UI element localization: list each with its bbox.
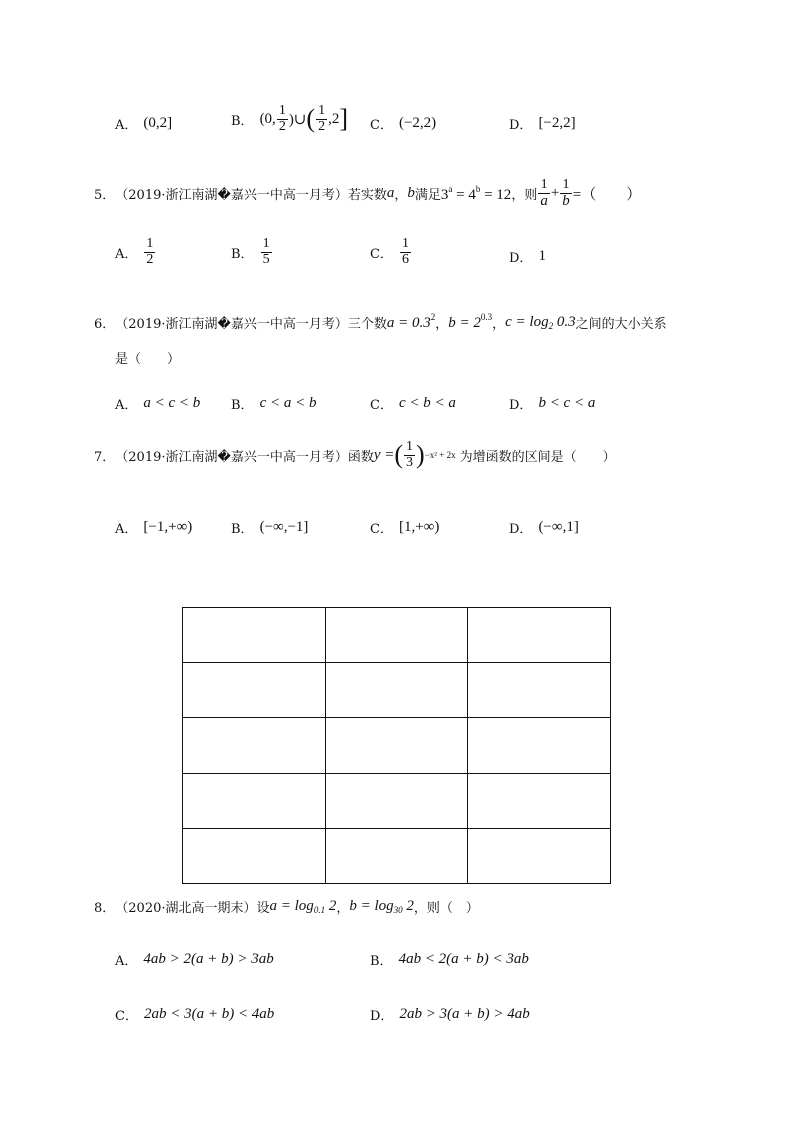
option-expr: 2ab > 3(a + b) > 4ab — [399, 1006, 530, 1022]
option-expr-pre: (0, — [259, 110, 276, 127]
table-cell — [183, 608, 326, 663]
fraction: $\frac{1}{3}$ — [406, 439, 414, 470]
table-cell — [468, 773, 611, 828]
equation: $3^a = 4^b = 12$ — [440, 183, 512, 203]
table-cell — [325, 773, 468, 828]
table-cell — [325, 608, 468, 663]
q5-stem: 5． （2019·浙江南湖�嘉兴一中高一月考） 若实数 a ， b 满足 $3^a = 4^b = 12$ ，则 $\frac{1}{a}$ + $\frac{1}{b}$ =（ ） — [94, 177, 642, 209]
q6-option-a[interactable] — [115, 394, 200, 413]
option-expr: (−2,2) — [398, 115, 437, 131]
table-cell — [468, 663, 611, 718]
q4-option-b[interactable]: B． (0, $\frac{1}{2}$ )∪ ( $\frac{1}{2}$ ,2 ] — [231, 103, 348, 134]
q7-option-c[interactable] — [370, 518, 439, 537]
q6-stem-line2: 是（ ） — [115, 352, 181, 367]
option-label: A． — [115, 118, 138, 133]
option-expr: c < a < b — [259, 395, 317, 411]
question-number: 8． — [94, 901, 116, 916]
option-label: B． — [231, 246, 254, 262]
option-expr: [−1,+∞) — [143, 519, 193, 535]
option-expr: (0,2] — [143, 115, 173, 131]
table-cell — [183, 828, 326, 883]
option-label: C． — [370, 246, 393, 262]
union-symbol: )∪ — [288, 111, 307, 128]
option-label: B． — [231, 113, 254, 129]
table-cell — [183, 773, 326, 828]
table-row — [183, 718, 611, 773]
option-label: A． — [115, 954, 138, 969]
option-expr: c < b < a — [398, 395, 456, 411]
option-label: B． — [370, 954, 393, 969]
option-expr: 4ab > 2(a + b) > 3ab — [143, 951, 274, 967]
question-number: 7． — [94, 449, 116, 465]
q7-option-d[interactable] — [509, 518, 579, 537]
question-number: 5． — [94, 188, 116, 204]
q8-option-b[interactable] — [370, 950, 529, 969]
q6-option-d[interactable] — [509, 394, 595, 413]
option-label: C． — [370, 522, 393, 537]
table-cell — [468, 718, 611, 773]
question-source: （2019·浙江南湖�嘉兴一中高一月考） — [115, 316, 348, 332]
q5-option-d[interactable] — [509, 247, 546, 266]
q6-stem: 6． （2019·浙江南湖�嘉兴一中高一月考） 三个数 $a = 0.3^2$ ， $b = 2^{0.3}$ ， $c = \log_2 0.3$ 之间的大小关系 — [94, 312, 667, 332]
fraction: $\frac{1}{5}$ — [262, 236, 270, 267]
option-label: A． — [115, 522, 138, 537]
option-label: D． — [509, 118, 533, 133]
option-label: C． — [370, 398, 393, 413]
option-label: D． — [509, 522, 533, 537]
q7-option-a[interactable] — [115, 518, 192, 537]
table-cell — [183, 663, 326, 718]
option-expr: b < c < a — [538, 395, 596, 411]
q6-option-c[interactable] — [370, 394, 456, 413]
option-expr: a < c < b — [143, 395, 201, 411]
q5-option-a[interactable] — [115, 237, 156, 267]
q5-option-b[interactable] — [231, 237, 273, 267]
table-row — [183, 663, 611, 718]
option-expr: [1,+∞) — [398, 519, 440, 535]
fraction: $\frac{1}{a}$ — [540, 177, 548, 209]
table-row — [183, 608, 611, 663]
table-row — [183, 828, 611, 883]
q7-stem: 7． （2019·浙江南湖�嘉兴一中高一月考） 函数 y = ( $\frac{1}{3}$ ) −x² + 2x 为增函数的区间是（ ） — [94, 439, 616, 470]
q8-option-a[interactable] — [115, 950, 274, 969]
table-cell — [183, 718, 326, 773]
table-cell — [325, 663, 468, 718]
table-cell — [468, 828, 611, 883]
table-cell — [468, 608, 611, 663]
option-label: C． — [370, 118, 393, 133]
empty-answer-table — [182, 607, 611, 884]
option-label: C． — [115, 1009, 138, 1024]
option-expr: 4ab < 2(a + b) < 3ab — [398, 951, 529, 967]
option-value: 1 — [538, 248, 546, 264]
exponent: −x² + 2x — [424, 450, 456, 461]
question-number: 6． — [94, 316, 116, 332]
option-expr: (−∞,−1] — [259, 519, 309, 535]
q4-option-a[interactable] — [115, 114, 172, 133]
option-expr: 2ab < 3(a + b) < 4ab — [143, 1006, 275, 1022]
q6-option-b[interactable] — [231, 394, 316, 413]
fraction: $\frac{1}{2}$ — [278, 103, 286, 134]
question-source: （2019·浙江南湖�嘉兴一中高一月考） — [115, 449, 348, 465]
q8-option-d[interactable] — [370, 1005, 530, 1024]
question-source: （2020·湖北高一期末） — [115, 901, 257, 916]
option-expr-post: ,2 — [328, 110, 340, 127]
option-label: D． — [509, 251, 533, 266]
q8-option-c[interactable] — [115, 1005, 274, 1024]
option-label: B． — [231, 522, 254, 537]
q8-stem: 8． （2020·湖北高一期末） 设 $a = \log_{0.1} 2$ ， $b = \log_{30} 2$ ，则（ ） — [94, 898, 479, 916]
fraction: $\frac{1}{2}$ — [146, 236, 154, 267]
table-cell — [325, 828, 468, 883]
option-label: A． — [115, 398, 138, 413]
table-row — [183, 773, 611, 828]
fraction: $\frac{1}{2}$ — [318, 103, 326, 134]
q7-option-b[interactable] — [231, 518, 308, 537]
fraction: $\frac{1}{b}$ — [562, 177, 570, 209]
q5-option-c[interactable] — [370, 237, 412, 267]
q4-option-c[interactable] — [370, 114, 436, 133]
option-label: D． — [509, 398, 533, 413]
option-expr: (−∞,1] — [538, 519, 579, 535]
question-source: （2019·浙江南湖�嘉兴一中高一月考） — [115, 188, 348, 204]
fraction: $\frac{1}{6}$ — [401, 236, 409, 267]
option-label: A． — [115, 246, 138, 262]
option-label: B． — [231, 398, 254, 413]
q4-option-d[interactable] — [509, 114, 576, 133]
option-expr: [−2,2] — [538, 115, 576, 131]
table-cell — [325, 718, 468, 773]
option-label: D． — [370, 1009, 394, 1024]
